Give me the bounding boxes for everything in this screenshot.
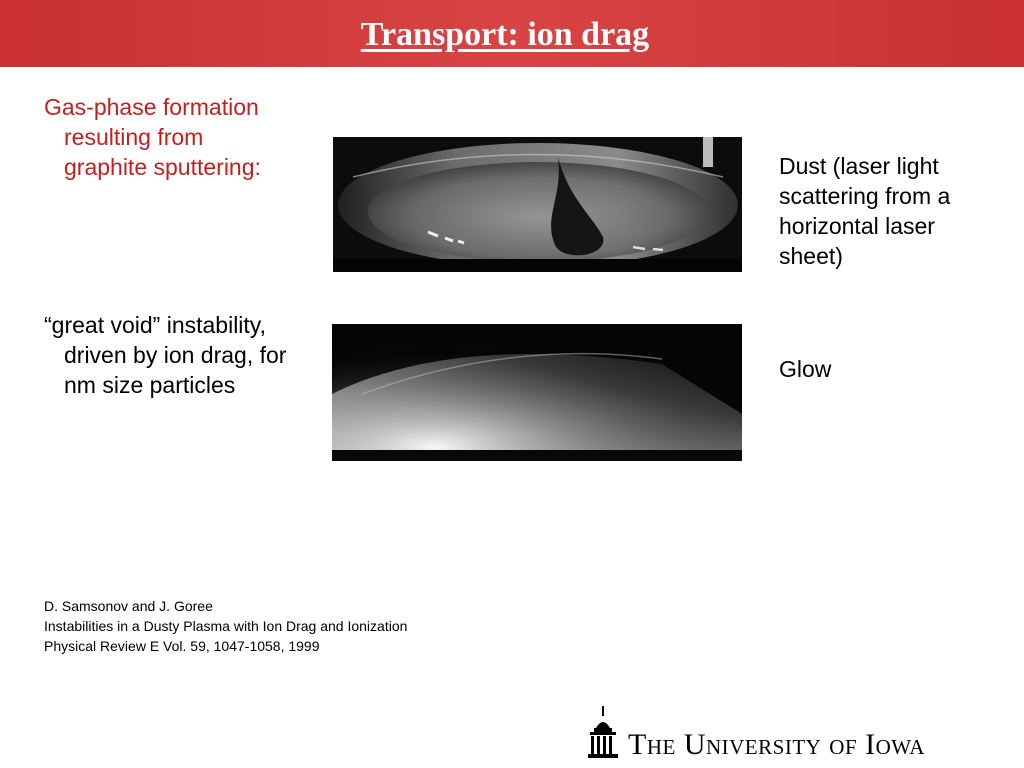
bullet-great-void: “great void” instability, driven by ion drag, for nm size particles [44, 312, 287, 398]
university-logo [588, 706, 988, 762]
glow-caption: Glow [779, 356, 832, 382]
old-capitol-icon [588, 706, 618, 760]
reference-block [44, 596, 407, 656]
reference-title: Instabilities in a Dusty Plasma with Ion Drag and Ionization [44, 618, 408, 634]
logo-text: The University of Iowa [628, 728, 925, 761]
title-bar [0, 0, 1024, 67]
slide-title: Transport: ion drag [360, 16, 650, 53]
bullet-gas-phase: Gas-phase formation resulting from graphite sputtering: [44, 94, 261, 180]
reference-authors: D. Samsonov and J. Goree [44, 598, 213, 614]
glow-image [332, 324, 742, 461]
reference-journal: Physical Review E Vol. 59, 1047-1058, 1999 [44, 638, 320, 654]
dust-image [333, 137, 742, 272]
dust-caption: Dust (laser light scattering from a horizontal laser sheet) [779, 153, 951, 269]
